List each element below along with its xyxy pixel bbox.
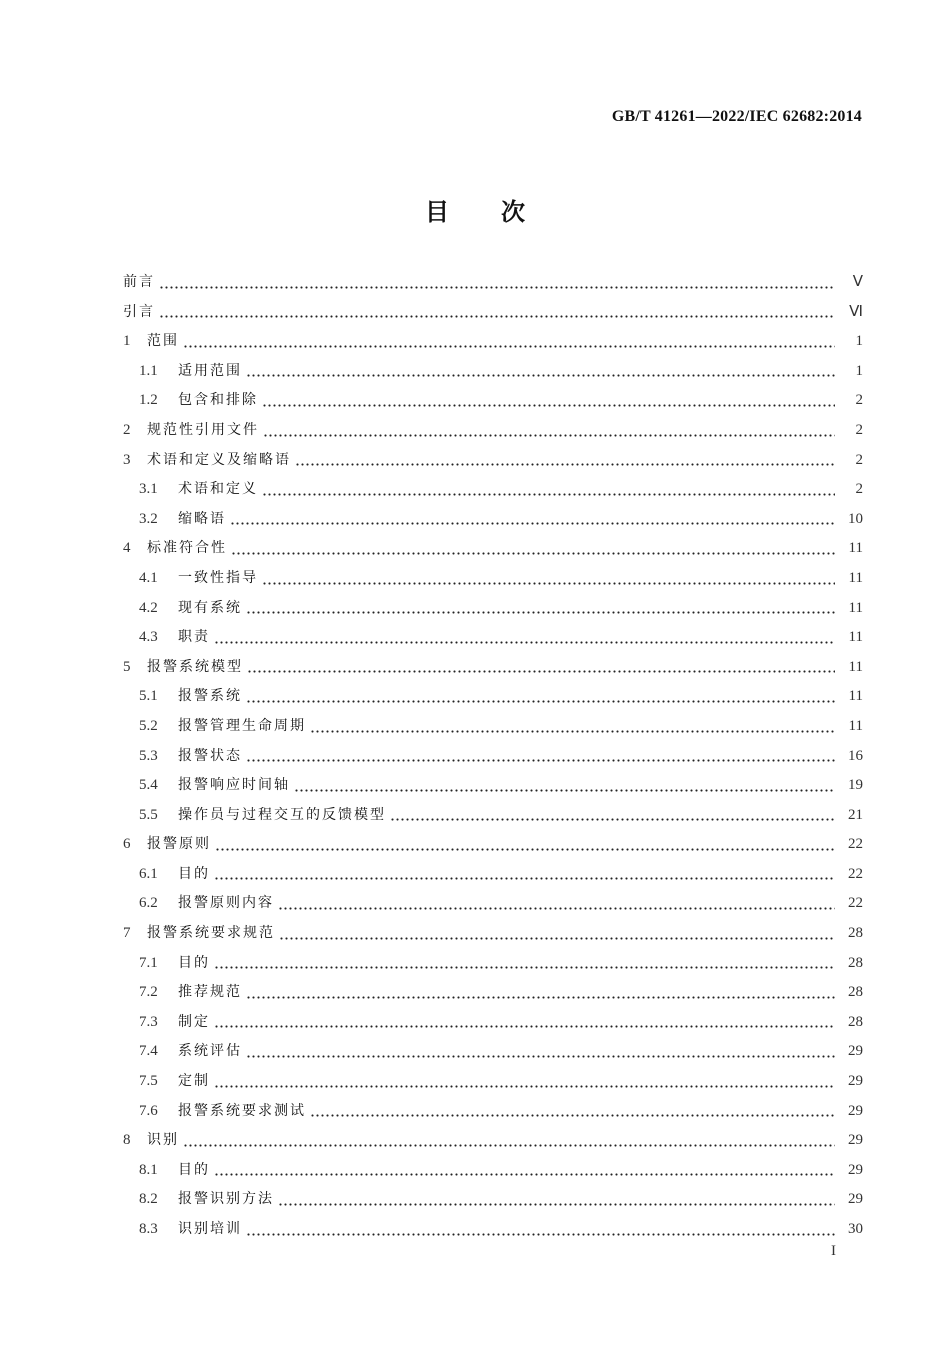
- toc-entry-number: 8.3: [139, 1221, 158, 1237]
- toc-entry-number: 7.1: [139, 954, 158, 971]
- toc-entry[interactable]: [123, 889, 863, 919]
- toc-entry-number: 1: [123, 333, 131, 350]
- toc-entry-label: 报警系统模型: [147, 658, 243, 675]
- toc-entry-page: 11: [848, 688, 863, 705]
- toc-entry-page: 2: [855, 392, 863, 409]
- toc-entry-page: 29: [848, 1043, 863, 1060]
- toc-entry-label: 推荐规范: [178, 984, 242, 1001]
- dot-leader: [262, 393, 835, 407]
- toc-entry-page: 28: [848, 984, 863, 1001]
- toc-entry[interactable]: [123, 742, 863, 772]
- toc-entry-number: 1.2: [139, 392, 158, 409]
- toc-entry-label: 标准符合性: [147, 540, 227, 557]
- toc-entry-label: 报警响应时间轴: [178, 777, 290, 794]
- toc-entry-page: 11: [848, 717, 863, 734]
- dot-leader: [279, 926, 835, 940]
- dot-leader: [230, 511, 835, 525]
- toc-entry[interactable]: [123, 801, 863, 831]
- toc-entry[interactable]: [123, 682, 863, 712]
- dot-leader: [246, 1044, 835, 1058]
- dot-leader: [214, 955, 835, 969]
- dot-leader: [215, 837, 835, 851]
- toc-entry[interactable]: [123, 268, 863, 298]
- dot-leader: [214, 1162, 835, 1176]
- toc-entry-number: 6: [123, 836, 131, 853]
- page-title: 目次: [425, 198, 577, 226]
- toc-entry-page: 29: [848, 1073, 863, 1090]
- dot-leader: [278, 1192, 835, 1206]
- toc-entry-label: 报警识别方法: [178, 1191, 274, 1208]
- toc-entry-label: 缩略语: [178, 510, 226, 527]
- toc-entry-label: 识别: [147, 1132, 179, 1149]
- page-number: I: [831, 1243, 836, 1259]
- standard-code: GB/T 41261—2022/IEC 62682:2014: [611, 108, 862, 125]
- toc-entry-page: 19: [848, 777, 863, 794]
- toc-entry-label: 报警原则: [147, 836, 211, 853]
- dot-leader: [246, 985, 835, 999]
- toc-entry-page: 11: [848, 569, 863, 586]
- toc-entry-label: 报警状态: [178, 747, 242, 764]
- toc-entry[interactable]: [123, 978, 863, 1008]
- toc-entry-number: 7.2: [139, 984, 158, 1001]
- toc-entry-number: 8: [123, 1132, 131, 1149]
- dot-leader: [294, 778, 835, 792]
- toc-entry[interactable]: [123, 1185, 863, 1215]
- toc-entry-number: 4.2: [139, 599, 158, 616]
- dot-leader: [231, 541, 835, 555]
- toc-entry-page: 22: [848, 865, 863, 882]
- toc-entry[interactable]: [123, 505, 863, 535]
- toc-entry-label: 目的: [178, 954, 210, 971]
- toc-entry-number: 4: [123, 540, 131, 557]
- toc-entry[interactable]: [123, 653, 863, 683]
- dot-leader: [214, 1014, 835, 1028]
- toc-entry-page: Ⅵ: [849, 303, 863, 320]
- toc-entry[interactable]: [123, 949, 863, 979]
- toc-entry-label: 识别培训: [178, 1221, 242, 1237]
- table-of-contents: [123, 268, 863, 1245]
- toc-entry-label: 术语和定义: [178, 481, 258, 498]
- toc-entry-number: 5.3: [139, 747, 158, 764]
- toc-entry[interactable]: [123, 475, 863, 505]
- toc-entry[interactable]: [123, 327, 863, 357]
- toc-entry-number: 7.3: [139, 1013, 158, 1030]
- dot-leader: [214, 630, 835, 644]
- dot-leader: [262, 571, 835, 585]
- dot-leader: [263, 423, 835, 437]
- toc-entry-number: 6.1: [139, 865, 158, 882]
- toc-entry[interactable]: [123, 1008, 863, 1038]
- dot-leader: [246, 1222, 835, 1236]
- dot-leader: [214, 866, 835, 880]
- toc-entry-label: 职责: [178, 629, 210, 646]
- toc-entry-label: 目的: [178, 1161, 210, 1178]
- dot-leader: [246, 689, 835, 703]
- toc-entry-number: 5.5: [139, 806, 158, 823]
- toc-entry-number: 8.1: [139, 1161, 158, 1178]
- toc-entry-page: 11: [848, 629, 863, 646]
- toc-entry-label: 术语和定义及缩略语: [147, 451, 291, 468]
- toc-entry-number: 5.2: [139, 717, 158, 734]
- toc-entry-number: 3: [123, 451, 131, 468]
- toc-entry-page: 28: [848, 954, 863, 971]
- toc-entry[interactable]: [123, 771, 863, 801]
- toc-entry-page: 1: [855, 362, 863, 379]
- toc-entry-page: 11: [848, 658, 863, 675]
- toc-entry-label: 引言: [123, 303, 155, 320]
- toc-entry-page: 2: [855, 421, 863, 438]
- toc-entry-number: 8.2: [139, 1191, 158, 1208]
- toc-entry[interactable]: [123, 1156, 863, 1186]
- toc-entry-page: 22: [848, 836, 863, 853]
- toc-entry[interactable]: [123, 446, 863, 476]
- toc-entry[interactable]: [123, 623, 863, 653]
- dot-leader: [295, 452, 835, 466]
- dot-leader: [159, 304, 835, 318]
- dot-leader: [262, 482, 835, 496]
- toc-entry-label: 规范性引用文件: [147, 421, 259, 438]
- toc-entry[interactable]: [123, 919, 863, 949]
- toc-entry-number: 5.1: [139, 688, 158, 705]
- toc-entry-label: 定制: [178, 1073, 210, 1090]
- toc-entry[interactable]: [123, 1126, 863, 1156]
- dot-leader: [310, 1103, 835, 1117]
- toc-entry-page: 29: [848, 1102, 863, 1119]
- toc-entry-page: 1: [855, 333, 863, 350]
- toc-entry-label: 报警系统要求测试: [178, 1102, 306, 1119]
- toc-entry-page: 2: [855, 481, 863, 498]
- toc-entry-number: 7.5: [139, 1073, 158, 1090]
- toc-entry-label: 包含和排除: [178, 392, 258, 409]
- toc-entry-page: 21: [848, 806, 863, 823]
- toc-entry[interactable]: [123, 357, 863, 387]
- toc-entry-number: 4.3: [139, 629, 158, 646]
- toc-entry-label: 报警原则内容: [178, 895, 274, 912]
- toc-entry-number: 7.4: [139, 1043, 158, 1060]
- toc-entry[interactable]: [123, 830, 863, 860]
- dot-leader: [247, 659, 835, 673]
- toc-entry-number: 3.1: [139, 481, 158, 498]
- toc-entry-page: 30: [848, 1221, 863, 1237]
- toc-entry-label: 前言: [123, 274, 155, 290]
- toc-entry-page: 11: [848, 540, 863, 557]
- toc-entry-page: Ⅴ: [852, 274, 863, 290]
- toc-entry-label: 系统评估: [178, 1043, 242, 1060]
- dot-leader: [246, 748, 835, 762]
- toc-entry-page: 28: [848, 925, 863, 942]
- toc-entry[interactable]: [123, 594, 863, 624]
- toc-entry[interactable]: [123, 1037, 863, 1067]
- dot-leader: [183, 334, 835, 348]
- toc-entry-page: 29: [848, 1132, 863, 1149]
- toc-entry[interactable]: [123, 860, 863, 890]
- toc-entry-number: 3.2: [139, 510, 158, 527]
- toc-entry-page: 29: [848, 1161, 863, 1178]
- dot-leader: [246, 600, 835, 614]
- toc-entry[interactable]: [123, 712, 863, 742]
- toc-entry-label: 报警系统要求规范: [147, 925, 275, 942]
- dot-leader: [278, 896, 835, 910]
- dot-leader: [214, 1074, 835, 1088]
- toc-entry-page: 2: [855, 451, 863, 468]
- toc-entry-label: 适用范围: [178, 362, 242, 379]
- toc-entry-page: 29: [848, 1191, 863, 1208]
- toc-entry-page: 28: [848, 1013, 863, 1030]
- toc-entry[interactable]: [123, 1097, 863, 1127]
- dot-leader: [310, 719, 835, 733]
- toc-entry-label: 制定: [178, 1013, 210, 1030]
- toc-entry-page: 11: [848, 599, 863, 616]
- toc-entry-page: 10: [848, 510, 863, 527]
- toc-entry-number: 7: [123, 925, 131, 942]
- toc-entry-page: 16: [848, 747, 863, 764]
- toc-entry-number: 2: [123, 421, 131, 438]
- toc-entry[interactable]: [123, 1067, 863, 1097]
- toc-entry[interactable]: [123, 416, 863, 446]
- toc-entry-page: 22: [848, 895, 863, 912]
- toc-entry-label: 一致性指导: [178, 569, 258, 586]
- toc-entry-number: 4.1: [139, 569, 158, 586]
- toc-entry-label: 报警系统: [178, 688, 242, 705]
- dot-leader: [159, 275, 835, 289]
- toc-entry-label: 报警管理生命周期: [178, 717, 306, 734]
- toc-entry-label: 范围: [147, 333, 179, 350]
- toc-entry-label: 操作员与过程交互的反馈模型: [178, 806, 386, 823]
- toc-entry[interactable]: [123, 386, 863, 416]
- toc-entry-number: 6.2: [139, 895, 158, 912]
- toc-entry-number: 7.6: [139, 1102, 158, 1119]
- toc-entry-label: 现有系统: [178, 599, 242, 616]
- toc-entry-number: 1.1: [139, 362, 158, 379]
- toc-entry[interactable]: [123, 564, 863, 594]
- toc-entry[interactable]: [123, 534, 863, 564]
- toc-entry-number: 5: [123, 658, 131, 675]
- toc-entry[interactable]: [123, 298, 863, 328]
- toc-entry-number: 5.4: [139, 777, 158, 794]
- dot-leader: [183, 1133, 835, 1147]
- toc-entry[interactable]: [123, 1215, 863, 1245]
- dot-leader: [390, 807, 835, 821]
- toc-entry-label: 目的: [178, 865, 210, 882]
- dot-leader: [246, 363, 835, 377]
